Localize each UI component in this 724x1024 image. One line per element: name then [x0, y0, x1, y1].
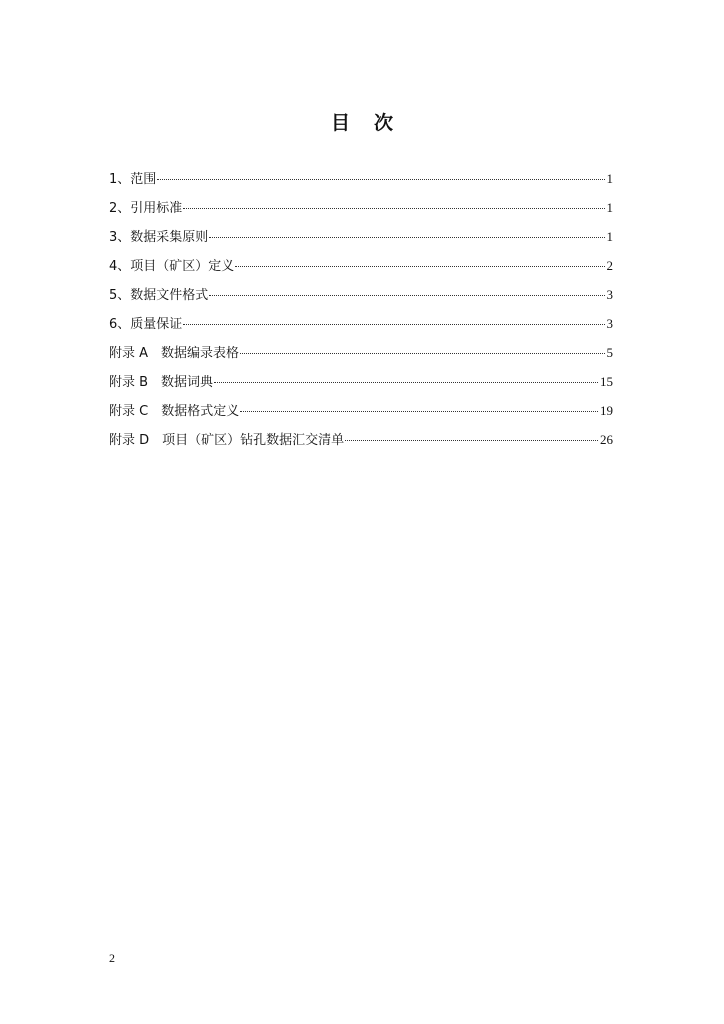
toc-dot-leader	[183, 208, 604, 209]
toc-entry-label: 2、引用标准	[109, 201, 183, 216]
toc-entry-label: 5、数据文件格式	[109, 288, 209, 303]
toc-dot-leader	[235, 266, 604, 267]
toc-entry[interactable]	[109, 166, 613, 195]
toc-dot-leader	[240, 411, 598, 412]
toc-dot-leader	[209, 295, 604, 296]
toc-entry-page: 5	[606, 345, 613, 360]
toc-entry-page: 26	[600, 432, 613, 447]
toc-entry[interactable]	[109, 398, 613, 427]
toc-entry-page: 1	[606, 229, 613, 244]
toc-entry[interactable]	[109, 195, 613, 224]
toc-entry[interactable]	[109, 311, 613, 340]
toc-entry-label: 3、数据采集原则	[109, 230, 209, 245]
toc-entry[interactable]	[109, 224, 613, 253]
toc-entry-page: 15	[600, 374, 613, 389]
toc-dot-leader	[183, 324, 604, 325]
toc-entry-label: 1、范围	[109, 172, 157, 187]
toc-entry-label: 附录 A 数据编录表格	[109, 346, 240, 361]
toc-entry[interactable]	[109, 340, 613, 369]
toc-entry[interactable]	[109, 282, 613, 311]
toc-dot-leader	[157, 179, 604, 180]
toc-entry-page: 1	[606, 171, 613, 186]
toc-entry-page: 2	[606, 258, 613, 273]
toc-dot-leader	[240, 353, 604, 354]
toc-entry-label: 附录 D 项目（矿区）钻孔数据汇交清单	[109, 433, 345, 448]
toc-entry-page: 3	[606, 316, 613, 331]
toc-entry-page: 1	[606, 200, 613, 215]
toc-entry[interactable]	[109, 369, 613, 398]
toc-entry-page: 3	[606, 287, 613, 302]
toc-entry-label: 4、项目（矿区）定义	[109, 259, 235, 274]
toc-list	[109, 166, 613, 456]
toc-entry-label: 6、质量保证	[109, 317, 183, 332]
toc-dot-leader	[345, 440, 598, 441]
toc-dot-leader	[214, 382, 598, 383]
toc-entry[interactable]	[109, 427, 613, 456]
toc-entry-label: 附录 B 数据词典	[109, 375, 214, 390]
toc-entry[interactable]	[109, 253, 613, 282]
toc-entry-page: 19	[600, 403, 613, 418]
toc-dot-leader	[209, 237, 604, 238]
toc-entry-label: 附录 C 数据格式定义	[109, 404, 240, 419]
toc-title: 目次	[330, 112, 417, 134]
page-number: 2	[109, 951, 115, 965]
